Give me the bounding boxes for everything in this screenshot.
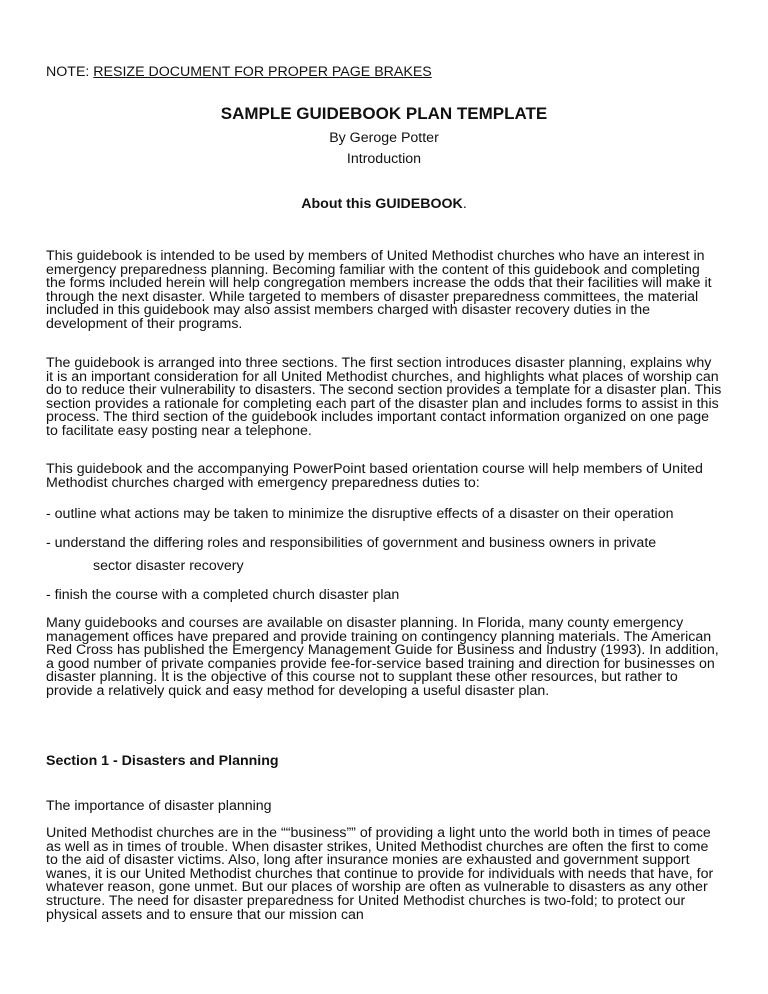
note-line xyxy=(46,64,722,80)
bullet-understand: - understand the differing roles and responsibilities of government and business owners in private xyxy=(46,535,657,551)
bullet-understand-continued: sector disaster recovery xyxy=(93,558,244,574)
about-heading-period: . xyxy=(462,196,467,212)
paragraph-course: This guidebook and the accompanying PowerPoint based orientation course will help members of United Methodist churches charged with emergency preparedness duties to: xyxy=(46,461,703,491)
author-line: By Geroge Potter xyxy=(329,130,439,146)
note-text: RESIZE DOCUMENT FOR PROPER PAGE BRAKES xyxy=(93,64,432,80)
bullet-outline: - outline what actions may be taken to minimize the disruptive effects of a disaster on their operation xyxy=(46,506,674,522)
bullet-finish: - finish the course with a completed church disaster plan xyxy=(46,587,400,603)
paragraph-guidebooks: Many guidebooks and courses are available on disaster planning. In Florida, many county emergency management offices have prepared and provide training on contingency planning materials. The American Red Cross has published the Emergency Management Guide for Business and Industry (1993). In addition, a good number of private companies provide fee-for-service based training and direction for businesses on disaster planning. It is the objective of this course not to supplant these other resources, but rather to provide a relatively quick and easy method for developing a useful disaster plan. xyxy=(46,615,719,699)
about-heading-text: About this GUIDEBOOK xyxy=(301,196,463,212)
note-label: NOTE: xyxy=(46,64,94,80)
paragraph-churches: United Methodist churches are in the ““business”” of providing a light unto the world both in times of peace as well as in times of trouble. When disaster strikes, United Methodist churches are often the first to come to the aid of disaster victims. Also, long after insurance monies are exhausted and government support wanes, it is our United Methodist churches that continue to provide for individuals with needs that have, for whatever reason, gone unmet. But our places of worship are often as vulnerable to disasters as any other structure. The need for disaster preparedness for United Methodist churches is two-fold; to protect our physical assets and to ensure that our mission can xyxy=(46,825,714,923)
about-heading xyxy=(0,196,768,212)
paragraph-sections: The guidebook is arranged into three sections. The first section introduces disaster planning, explains why it is an important consideration for all United Methodist churches, and highlights what places of worship can do to reduce their vulnerability to disasters. The second section provides a template for a disaster plan. This section provides a rationale for completing each part of the disaster plan and includes forms to assist in this process. The third section of the guidebook includes important contact information organized on one page to facilitate easy posting near a telephone. xyxy=(46,355,722,439)
importance-heading: The importance of disaster planning xyxy=(46,798,272,814)
document-title: SAMPLE GUIDEBOOK PLAN TEMPLATE xyxy=(220,104,548,123)
introduction-heading: Introduction xyxy=(346,151,422,167)
section-1-heading: Section 1 - Disasters and Planning xyxy=(46,753,279,769)
paragraph-intro: This guidebook is intended to be used by members of United Methodist churches who have an interest in emergency preparedness planning. Becoming familiar with the content of this guidebook and completing the forms included herein will help congregation members increase the odds that their facilities will make it through the next disaster. While targeted to members of disaster preparedness committees, the material included in this guidebook may also assist members charged with disaster recovery duties in the development of their programs. xyxy=(46,248,712,332)
